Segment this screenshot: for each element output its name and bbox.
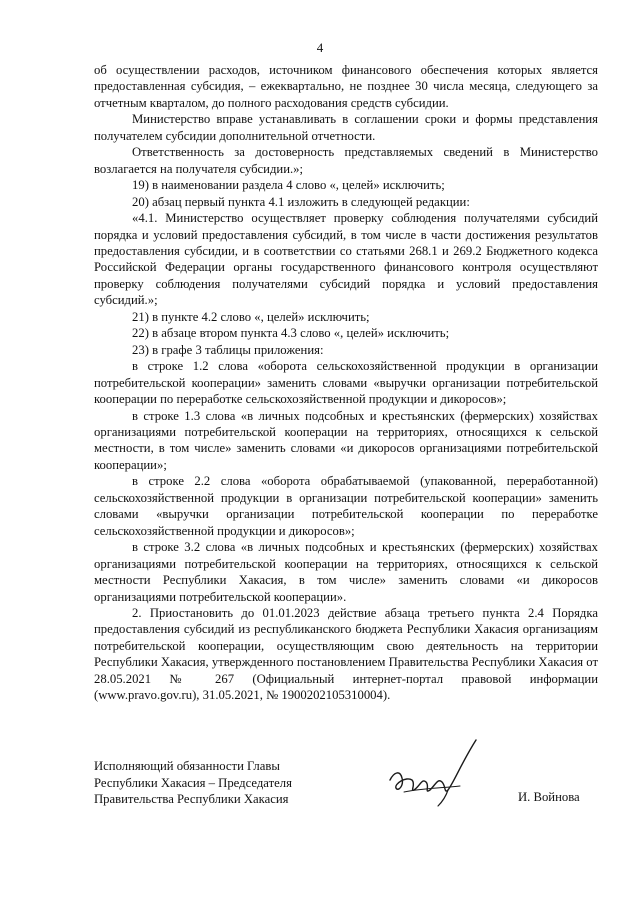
- paragraph: в строке 1.3 слова «в личных подсобных и крестьянских (фермерских) хозяйствах организациями потребительской кооперации на территориях, относящихся к сельской местности, в том числе» заменить словами «и дикоросов организациями потребительской кооперации»;: [94, 408, 598, 472]
- paragraph: об осуществлении расходов, источником финансового обеспечения которых является предоставленная субсидия, – ежеквартально, не позднее 30 числа месяца, следующего за отчетным кварталом, до полного расходования средств субсидии.: [94, 63, 598, 110]
- paragraph: в строке 2.2 слова «оборота обрабатываемой (упакованной, переработанной) сельскохозяйственной продукции в организации потребительской кооперации» заменить словами «выручки организации потребительской кооперации по переработке сельскохозяйственной продукции и дикоросов»;: [94, 474, 598, 538]
- signer-title-line: Исполняющий обязанности Главы: [94, 759, 280, 773]
- paragraph: Министерство вправе устанавливать в соглашении сроки и формы представления получателем субсидии дополнительной отчетности.: [94, 112, 598, 143]
- paragraph: Ответственность за достоверность представляемых сведений в Министерство возлагается на получателя субсидии.»;: [94, 145, 598, 176]
- paragraph: 19) в наименовании раздела 4 слово «, целей» исключить;: [132, 178, 445, 193]
- handwritten-signature: [384, 732, 494, 812]
- paragraph: 20) абзац первый пункта 4.1 изложить в следующей редакции:: [132, 194, 470, 209]
- signer-title-line: Республики Хакасия – Председателя: [94, 775, 292, 790]
- paragraph: 2. Приостановить до 01.01.2023 действие абзаца третьего пункта 2.4 Порядка предоставления субсидий из республиканского бюджета Республики Хакасия организациям потребительской кооперации, осуществляющим свою деятельность на территории Республики Хакасия, утвержденного постановлением Правительства Республики Хакасия от 28.05.2021 № 267 (Официальный интернет-портал правовой информации (www.pravo.gov.ru), 31.05.2021, № 1900202105310004).: [94, 605, 598, 703]
- signer-title-line: Правительства Республики Хакасия: [94, 792, 289, 807]
- paragraph: в строке 3.2 слова «в личных подсобных и крестьянских (фермерских) хозяйствах организациями потребительской кооперации на территориях, относящихся к сельской местности Республики Хакасия, в том числе» заменить словами «и дикоросов организациями потребительской кооперации».: [94, 540, 598, 604]
- signer-name: И. Войнова: [518, 790, 580, 804]
- paragraph: 22) в абзаце втором пункта 4.3 слово «, целей» исключить;: [132, 326, 450, 341]
- document-body: [94, 62, 598, 704]
- paragraph: 23) в графе 3 таблицы приложения:: [132, 342, 324, 357]
- page-number: 4: [316, 40, 324, 55]
- paragraph: «4.1. Министерство осуществляет проверку соблюдения получателями субсидий порядка и условий предоставления субсидий, в том числе в части достижения результатов предоставления субсидии, и в соответствии со статьями 268.1 и 269.2 Бюджетного кодекса Российской Федерации органы государственного финансового контроля осуществляют проверку соблюдения получателями субсидий порядка и условий предоставления субсидий.»;: [94, 211, 598, 308]
- paragraph: 21) в пункте 4.2 слово «, целей» исключить;: [132, 309, 370, 324]
- paragraph: в строке 1.2 слова «оборота сельскохозяйственной продукции в организации потребительской кооперации» заменить словами «выручки организации потребительской кооперации по переработке сельскохозяйственной продукции и дикоросов»;: [94, 359, 598, 407]
